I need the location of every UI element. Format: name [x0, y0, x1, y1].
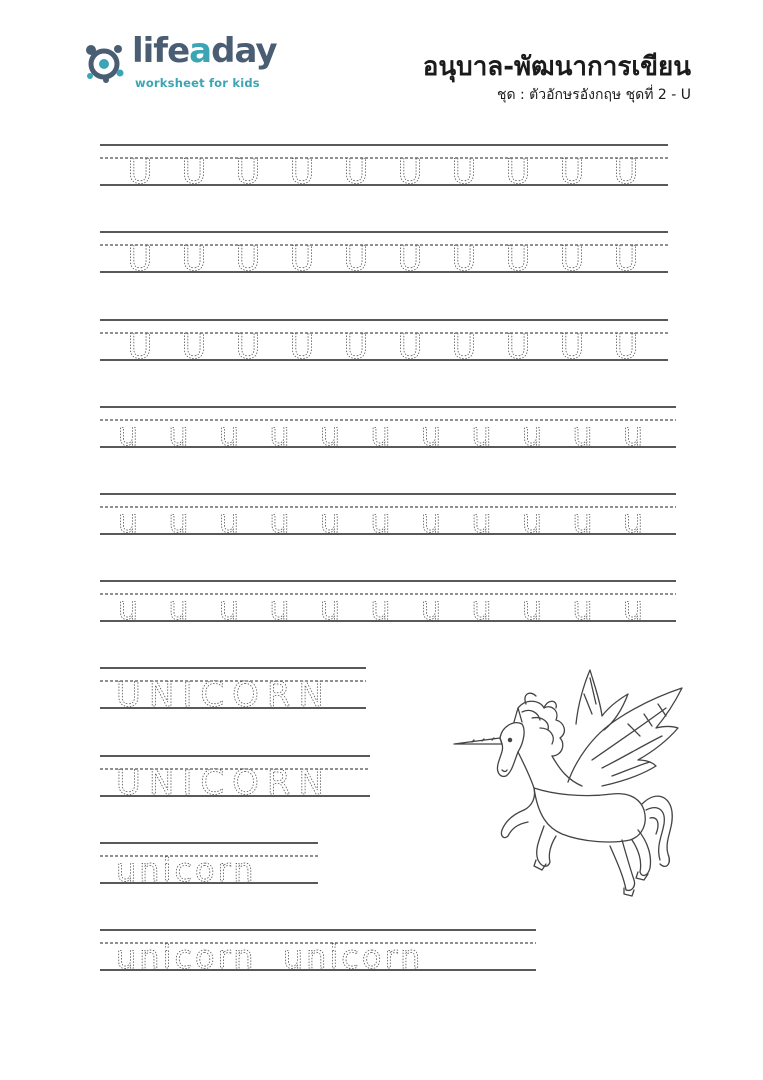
trace-letter: u	[269, 415, 290, 453]
page-title: อนุบาล-พัฒนาการเขียน	[422, 52, 691, 82]
practice-row	[100, 145, 668, 192]
trace-letter: U	[451, 239, 477, 279]
practice-row	[100, 494, 676, 540]
trace-letter: U	[343, 152, 369, 192]
trace-letter: u	[319, 415, 341, 453]
trace-letter: U	[505, 327, 531, 367]
trace-letter: U	[397, 327, 423, 367]
trace-letter: U	[451, 152, 477, 192]
trace-letter: u	[117, 589, 139, 627]
practice-row	[100, 843, 318, 889]
trace-letter: U	[613, 239, 639, 279]
trace-letter: U	[397, 152, 423, 192]
practice-row	[100, 320, 668, 367]
trace-word: UNICORN	[116, 675, 332, 715]
trace-letter: U	[559, 152, 585, 192]
trace-letter: u	[269, 589, 290, 627]
trace-word: unicorn unicorn	[116, 938, 424, 976]
trace-letter: u	[218, 415, 240, 453]
trace-letter: U	[289, 327, 315, 367]
trace-letter: u	[471, 502, 492, 540]
trace-letter: u	[521, 589, 543, 627]
trace-letter: U	[289, 152, 315, 192]
practice-row	[100, 232, 668, 279]
trace-letter: U	[559, 327, 585, 367]
trace-letter: U	[127, 152, 153, 192]
practice-row	[100, 581, 676, 627]
trace-letter: u	[168, 502, 189, 540]
winged-unicorn-icon	[452, 664, 684, 924]
trace-letter: U	[235, 152, 261, 192]
trace-letter: u	[370, 502, 391, 540]
trace-letter: u	[420, 502, 442, 540]
practice-row	[100, 668, 366, 715]
trace-letter: u	[622, 415, 644, 453]
trace-letter: u	[269, 502, 290, 540]
trace-letter: u	[117, 502, 139, 540]
trace-letter: u	[521, 502, 543, 540]
trace-letter: u	[168, 415, 189, 453]
trace-letter: u	[622, 502, 644, 540]
trace-letter: U	[127, 239, 153, 279]
practice-row	[100, 930, 536, 976]
brand-tagline: worksheet for kids	[135, 76, 260, 90]
trace-letter: u	[319, 502, 341, 540]
trace-letter: U	[505, 152, 531, 192]
trace-letter: U	[613, 152, 639, 192]
trace-letter: U	[127, 327, 153, 367]
trace-letter: u	[370, 415, 391, 453]
trace-letter: u	[370, 589, 391, 627]
trace-letter: U	[235, 239, 261, 279]
trace-letter: u	[572, 589, 593, 627]
trace-letter: U	[181, 239, 207, 279]
trace-letter: u	[622, 589, 644, 627]
trace-letter: U	[505, 239, 531, 279]
trace-letter: U	[559, 239, 585, 279]
trace-letter: U	[343, 239, 369, 279]
trace-letter: u	[420, 415, 442, 453]
trace-letter: U	[397, 239, 423, 279]
trace-letter: U	[289, 239, 315, 279]
brand-name: lifeaday	[132, 31, 277, 71]
practice-row	[100, 407, 676, 453]
trace-letter: u	[218, 502, 240, 540]
trace-letter: U	[235, 327, 261, 367]
trace-letter: u	[117, 415, 139, 453]
trace-word: unicorn	[116, 851, 257, 889]
practice-row	[100, 756, 370, 803]
trace-letter: u	[168, 589, 189, 627]
trace-letter: U	[181, 327, 207, 367]
trace-letter: u	[471, 589, 492, 627]
trace-letter: u	[218, 589, 240, 627]
trace-letter: U	[451, 327, 477, 367]
trace-letter: U	[613, 327, 639, 367]
trace-letter: U	[343, 327, 369, 367]
trace-word: UNICORN	[116, 763, 332, 803]
page-subtitle: ชุด : ตัวอักษรอังกฤษ ชุดที่ 2 - U	[496, 87, 691, 103]
trace-letter: u	[572, 415, 593, 453]
trace-letter: u	[471, 415, 492, 453]
trace-letter: U	[181, 152, 207, 192]
trace-letter: u	[319, 589, 341, 627]
trace-letter: u	[572, 502, 593, 540]
trace-letter: u	[420, 589, 442, 627]
trace-letter: u	[521, 415, 543, 453]
